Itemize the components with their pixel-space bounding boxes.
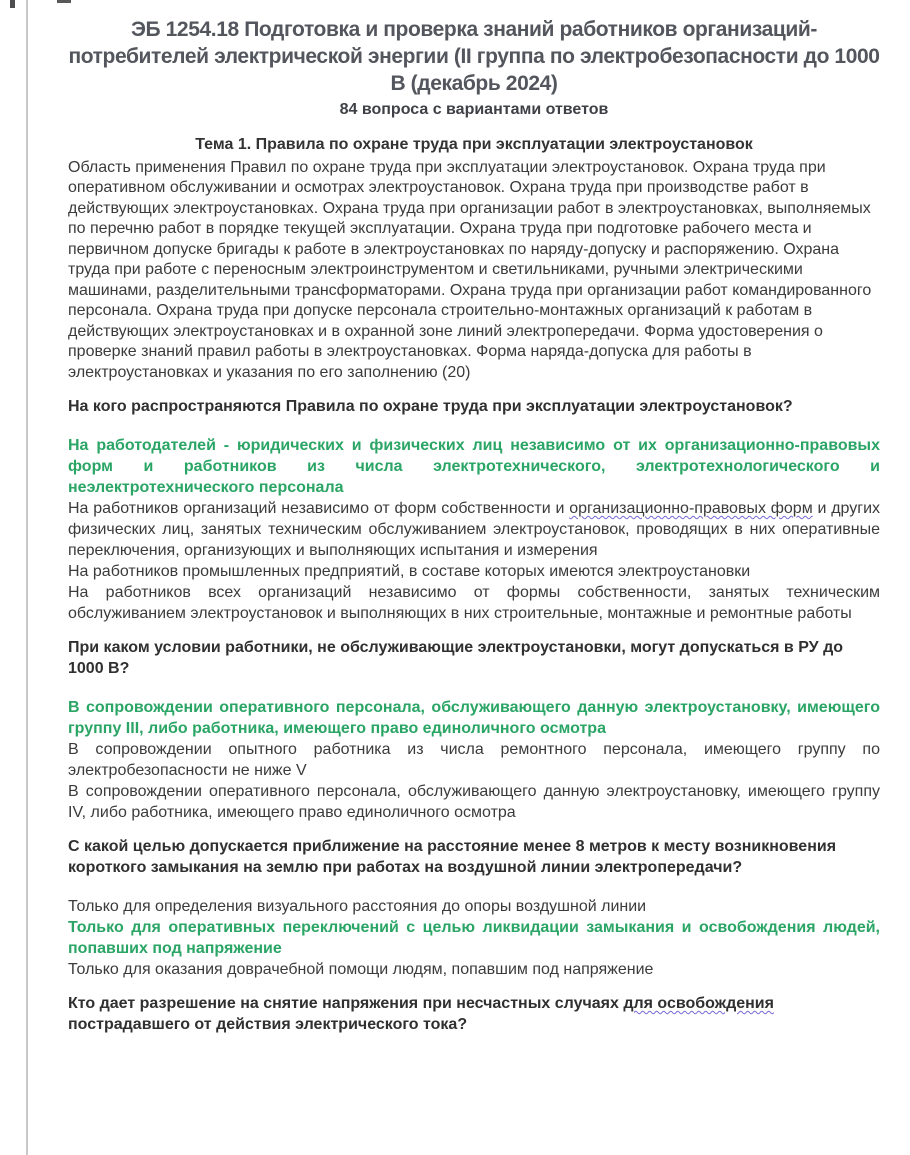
text-part: На работников организаций независимо от форм собственности и — [68, 500, 570, 517]
spellcheck-marked-text: организационно-правовых форм — [569, 500, 813, 517]
text-part: При каком условии работники, не обслуживающие электроустановки, могут допускаться в РУ до 1000 В? — [68, 639, 843, 677]
answer-option — [68, 739, 880, 781]
answer-correct — [68, 697, 880, 739]
text-part: Только для оперативных переключений с целью ликвидации замыкания и освобождения людей, попавших под напряжение — [68, 919, 880, 957]
page-left-border — [26, 0, 28, 1155]
answer-list — [68, 435, 880, 624]
answer-list — [68, 697, 880, 823]
text-part: На кого распространяются Правила по охране труда при эксплуатации электроустановок? — [68, 398, 793, 415]
question-block — [68, 836, 880, 980]
question-text — [68, 396, 843, 417]
top-edge-artifact-left — [10, 0, 15, 8]
text-part: На работников промышленных предприятий, в составе которых имеются электроустановки — [68, 563, 751, 580]
questions-list — [68, 396, 880, 1035]
question-text — [68, 993, 843, 1035]
answer-option — [68, 781, 880, 823]
text-part: Кто дает разрешение на снятие напряжения при несчастных случаях — [68, 995, 624, 1012]
text-part: На работодателей - юридических и физических лиц независимо от их организационно-правовых форм и работников из числа электротехнического, электротехнологического и неэлектротехнического персонала — [68, 437, 880, 496]
text-part: В сопровождении оперативного персонала, обслуживающего данную электроустановку, имеющего группу IV, либо работника, имеющего право единоличного осмотра — [68, 783, 880, 821]
answer-correct — [68, 917, 880, 959]
document-subtitle: 84 вопроса с вариантами ответов — [339, 101, 609, 118]
theme-heading: Тема 1. Правила по охране труда при эксплуатации электроустановок — [195, 136, 753, 153]
answer-option — [68, 959, 880, 980]
question-block — [68, 396, 880, 624]
question-block — [68, 993, 880, 1035]
answer-option — [68, 582, 880, 624]
answer-list — [68, 896, 880, 980]
document-title: ЭБ 1254.18 Подготовка и проверка знаний работников организаций-потребителей электрической энергии (II группа по электробезопасности до 1000 В (декабрь 2024) — [68, 18, 880, 95]
question-text — [68, 836, 843, 878]
text-part: Только для оказания доврачебной помощи людям, попавшим под напряжение — [68, 961, 654, 978]
answer-correct — [68, 435, 880, 498]
text-part: пострадавшего от действия электрического тока? — [68, 1016, 468, 1033]
text-part: и других физических лиц, занятых техническим обслуживанием электроустановок, проводящих в них оперативные переключения, организующих и выполняющих испытания и измерения — [68, 500, 881, 559]
question-block — [68, 637, 880, 823]
question-text — [68, 637, 843, 679]
answer-option — [68, 896, 880, 917]
text-part: На работников всех организаций независимо от формы собственности, занятых техническим обслуживанием электроустановок и выполняющих в них строительные, монтажные и ремонтные работы — [68, 584, 880, 622]
theme-description: Область применения Правил по охране труда при эксплуатации электроустановок. Охрана труда при оперативном обслуживании и осмотрах электроустановок. Охрана труда при производстве работ в действующих электроустановках. Охрана труда при организации работ в электроустановках, выполняемых по перечню работ в порядке текущей эксплуатации. Охрана труда при подготовке рабочего места и первичном допуске бригады к работе в электроустановках по наряду-допуску и распоряжению. Охрана труда при работе с переносным электроинструментом и светильниками, ручными электрическими машинами, разделительными трансформаторами. Охрана труда при организации работ командированного персонала. Охрана труда при допуске персонала строительно-монтажных организаций к работам в действующих электроустановках и в охранной зоне линий электропередачи. Форма удостоверения о проверке знаний правил работы в электроустановках. Форма наряда-допуска для работы в электроустановках и указания по его заполнению (20) — [68, 158, 872, 381]
document-content — [68, 0, 880, 1053]
text-part: В сопровождении опытного работника из числа ремонтного персонала, имеющего группу по электробезопасности не ниже V — [68, 741, 880, 779]
text-part: В сопровождении оперативного персонала, обслуживающего данную электроустановку, имеющего группу III, либо работника, имеющего право единоличного осмотра — [68, 699, 880, 737]
spellcheck-marked-text: для освобождения — [623, 995, 774, 1012]
text-part: С какой целью допускается приближение на расстояние менее 8 метров к месту возникновения короткого замыкания на землю при работах на воздушной линии электропередачи? — [68, 838, 837, 876]
text-part: Только для определения визуального расстояния до опоры воздушной линии — [68, 898, 647, 915]
answer-option — [68, 561, 880, 582]
answer-option — [68, 498, 880, 561]
